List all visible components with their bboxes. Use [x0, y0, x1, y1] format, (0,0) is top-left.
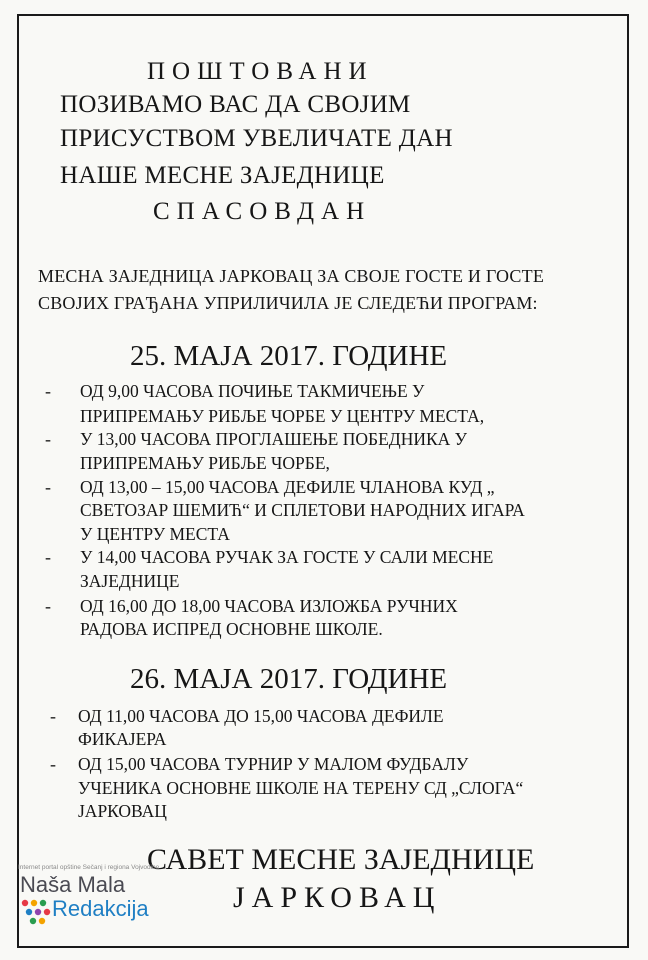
day2-item1-line1: ОД 11,00 ЧАСОВА ДО 15,00 ЧАСОВА ДЕФИЛЕ: [78, 706, 444, 726]
signature-line-1: САВЕТ МЕСНЕ ЗАЈЕДНИЦЕ: [147, 843, 535, 876]
list-bullet: -: [45, 429, 51, 449]
watermark-name-line1: Naša Mala: [20, 872, 126, 897]
day2-item2-line1: ОД 15,00 ЧАСОВА ТУРНИР У МАЛОМ ФУДБАЛУ: [78, 754, 469, 774]
list-bullet: -: [45, 381, 51, 401]
list-bullet: -: [45, 477, 51, 497]
event-name: СПАСОВДАН: [153, 198, 372, 225]
list-bullet: -: [50, 754, 56, 774]
day1-item3-line1: ОД 13,00 – 15,00 ЧАСОВА ДЕФИЛЕ ЧЛАНОВА КУД „: [80, 477, 495, 497]
day1-item5-line1: ОД 16,00 ДО 18,00 ЧАСОВА ИЗЛОЖБА РУЧНИХ: [80, 596, 458, 616]
day2-date: 26. МАЈА 2017. ГОДИНЕ: [130, 663, 448, 695]
watermark-name-line2: Redakcija: [52, 896, 149, 921]
day1-item1-line2: ПРИПРЕМАЊУ РИБЉЕ ЧОРБЕ У ЦЕНТРУ МЕСТА,: [80, 406, 485, 426]
day1-item2-line2: ПРИПРЕМАЊУ РИБЉЕ ЧОРБЕ,: [80, 453, 330, 473]
watermark-subtitle: Internet portal opštine Sečanj i regiona Vojvodine: [18, 864, 160, 871]
day1-item4-line1: У 14,00 ЧАСОВА РУЧАК ЗА ГОСТЕ У САЛИ МЕСНЕ: [80, 547, 494, 567]
greeting-title: ПОШТОВАНИ: [147, 58, 374, 85]
day2-item1-line2: ФИКАЈЕРА: [78, 729, 167, 749]
watermark-logo: [14, 864, 174, 930]
logo-dots-icon: [20, 898, 52, 926]
list-bullet: -: [45, 547, 51, 567]
day2-item2-line3: ЈАРКОВАЦ: [78, 801, 167, 821]
list-bullet: -: [50, 706, 56, 726]
day1-date: 25. МАЈА 2017. ГОДИНЕ: [130, 340, 448, 372]
intro-line-2: СВОЈИХ ГРАЂАНА УПРИЛИЧИЛА ЈЕ СЛЕДЕЋИ ПРОГРАМ:: [38, 293, 538, 313]
day1-item4-line2: ЗАЈЕДНИЦЕ: [80, 571, 180, 591]
intro-line-1: МЕСНА ЗАЈЕДНИЦА ЈАРКОВАЦ ЗА СВОЈЕ ГОСТЕ И ГОСТЕ: [38, 266, 545, 286]
signature-line-2: ЈАРКОВАЦ: [233, 881, 442, 914]
invitation-line-3: НАШЕ МЕСНЕ ЗАЈЕДНИЦЕ: [60, 162, 385, 189]
invitation-line-1: ПОЗИВАМО ВАС ДА СВОЈИМ: [60, 91, 411, 118]
day1-item5-line2: РАДОВА ИСПРЕД ОСНОВНЕ ШКОЛЕ.: [80, 619, 383, 639]
day2-item2-line2: УЧЕНИКА ОСНОВНЕ ШКОЛЕ НА ТЕРЕНУ СД „СЛОГА“: [78, 778, 524, 798]
day1-item3-line2: СВЕТОЗАР ШЕМИЋ“ И СПЛЕТОВИ НАРОДНИХ ИГАРА: [80, 500, 525, 520]
list-bullet: -: [45, 596, 51, 616]
day1-item2-line1: У 13,00 ЧАСОВА ПРОГЛАШЕЊЕ ПОБЕДНИКА У: [80, 429, 468, 449]
day1-item3-line3: У ЦЕНТРУ МЕСТА: [80, 524, 230, 544]
invitation-line-2: ПРИСУСТВОМ УВЕЛИЧАТЕ ДАН: [60, 125, 453, 152]
day1-item1-line1: ОД 9,00 ЧАСОВА ПОЧИЊЕ ТАКМИЧЕЊЕ У: [80, 381, 425, 401]
